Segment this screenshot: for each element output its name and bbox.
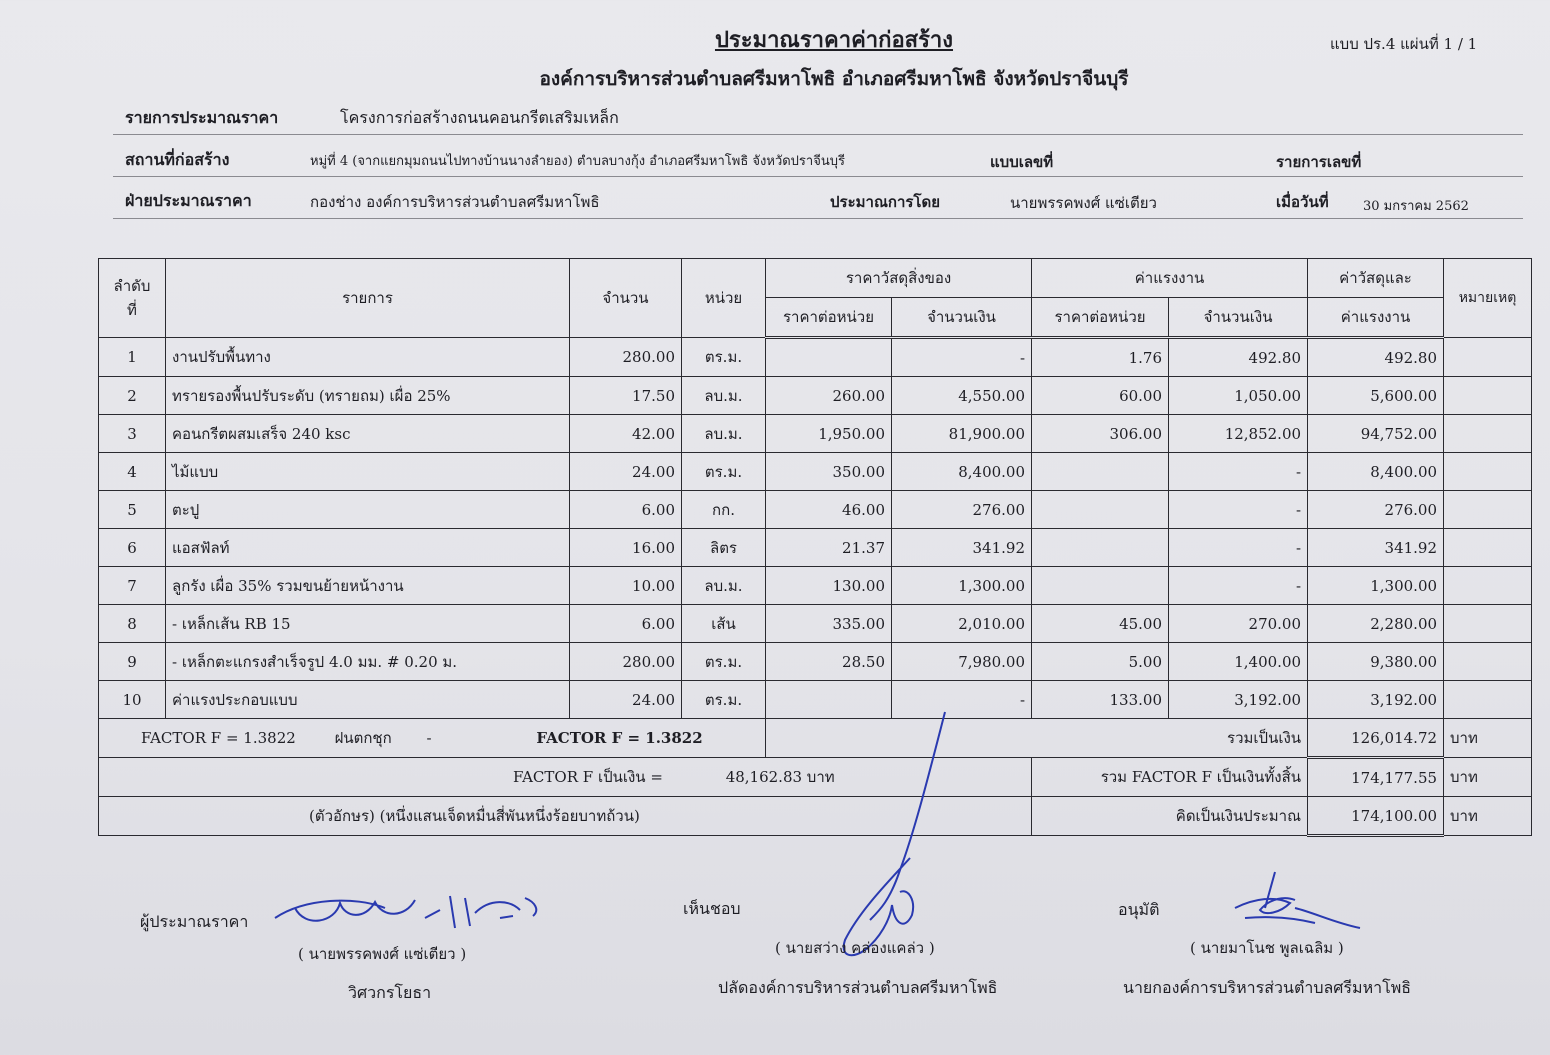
row-total: 2,280.00 [1308, 605, 1444, 643]
date-label: เมื่อวันที่ [1276, 193, 1329, 211]
table-row [99, 453, 1532, 491]
date-value: 30 มกราคม 2562 [1363, 199, 1469, 214]
col-lab-unit-price: ราคาต่อหน่วย [1032, 298, 1169, 338]
factor-left: FACTOR F = 1.3822 ฝนตกชุก - FACTOR F = 1.3822 [99, 719, 766, 758]
row-unit: ตร.ม. [682, 453, 766, 491]
estimator-name: ( นายพรรคพงศ์ แซ่เตียว ) [298, 945, 467, 963]
row-labor-amount: - [1169, 529, 1308, 567]
summary-row-approx [99, 797, 1532, 836]
row-number: 2 [99, 377, 166, 415]
row-labor-amount: 1,400.00 [1169, 643, 1308, 681]
row-material-unit-price: 335.00 [766, 605, 892, 643]
row-material-amount: - [892, 681, 1032, 719]
row-labor-unit-price [1032, 491, 1169, 529]
col-qty: จำนวน [570, 259, 682, 338]
col-labor: ค่าแรงงาน [1032, 259, 1308, 298]
agree-position: ปลัดองค์การบริหารส่วนตำบลศรีมหาโพธิ [718, 978, 998, 997]
col-unit: หน่วย [682, 259, 766, 338]
row-labor-amount: - [1169, 567, 1308, 605]
row-material-amount: - [892, 338, 1032, 377]
approve-name: ( นายมาโนช พูลเฉลิม ) [1190, 939, 1344, 957]
estimator-label: ประมาณการโดย [830, 193, 941, 211]
row-labor-amount: 12,852.00 [1169, 415, 1308, 453]
table-row [99, 567, 1532, 605]
subtotal-value: 126,014.72 [1308, 719, 1444, 758]
row-labor-amount: - [1169, 491, 1308, 529]
row-unit: ตร.ม. [682, 681, 766, 719]
table-row [99, 643, 1532, 681]
approx-value: 174,100.00 [1308, 797, 1444, 836]
dept-value: กองช่าง องค์การบริหารส่วนตำบลศรีมหาโพธิ [310, 193, 600, 211]
table-row [99, 377, 1532, 415]
summary-row-factor-money [99, 758, 1532, 797]
row-total: 8,400.00 [1308, 453, 1444, 491]
row-number: 7 [99, 567, 166, 605]
row-material-unit-price: 21.37 [766, 529, 892, 567]
col-mat-unit-price: ราคาต่อหน่วย [766, 298, 892, 338]
estimator-value: นายพรรคพงศ์ แซ่เตียว [1010, 194, 1157, 212]
row-item: ลูกรัง เผื่อ 35% รวมขนย้ายหน้างาน [166, 567, 570, 605]
row-number: 8 [99, 605, 166, 643]
table-row [99, 415, 1532, 453]
amount-in-words: (ตัวอักษร) (หนึ่งแสนเจ็ดหมื่นสี่พันหนึ่งร้อยบาทถ้วน) [99, 797, 1032, 836]
table-row [99, 529, 1532, 567]
row-material-unit-price: 350.00 [766, 453, 892, 491]
row-total: 492.80 [1308, 338, 1444, 377]
estimate-table [98, 258, 1532, 837]
row-remark [1444, 377, 1532, 415]
organization-line: องค์การบริหารส่วนตำบลศรีมหาโพธิ อำเภอศรีมหาโพธิ จังหวัดปราจีนบุรี [539, 68, 1129, 90]
col-remark: หมายเหตุ [1444, 259, 1532, 338]
row-labor-unit-price [1032, 567, 1169, 605]
row-remark [1444, 491, 1532, 529]
row-qty: 280.00 [570, 643, 682, 681]
row-labor-amount: 492.80 [1169, 338, 1308, 377]
row-number: 6 [99, 529, 166, 567]
col-material: ราคาวัสดุสิ่งของ [766, 259, 1032, 298]
row-number: 4 [99, 453, 166, 491]
row-unit: กก. [682, 491, 766, 529]
row-qty: 6.00 [570, 605, 682, 643]
col-total: ค่าวัสดุและ [1308, 259, 1444, 298]
row-total: 1,300.00 [1308, 567, 1444, 605]
row-labor-amount: - [1169, 453, 1308, 491]
row-material-unit-price: 46.00 [766, 491, 892, 529]
row-material-unit-price: 1,950.00 [766, 415, 892, 453]
approve-position: นายกองค์การบริหารส่วนตำบลศรีมหาโพธิ [1123, 978, 1412, 997]
list-no-label: รายการเลขที่ [1276, 153, 1362, 171]
row-material-amount: 276.00 [892, 491, 1032, 529]
row-remark [1444, 453, 1532, 491]
row-material-amount: 1,300.00 [892, 567, 1032, 605]
row-qty: 42.00 [570, 415, 682, 453]
row-number: 10 [99, 681, 166, 719]
estimator-sign-label: ผู้ประมาณราคา [140, 912, 249, 931]
row-item: แอสฟัลท์ [166, 529, 570, 567]
row-qty: 10.00 [570, 567, 682, 605]
summary-row-factor [99, 719, 1532, 758]
row-number: 9 [99, 643, 166, 681]
table-row [99, 338, 1532, 377]
row-labor-unit-price: 5.00 [1032, 643, 1169, 681]
approve-sign-label: อนุมัติ [1118, 900, 1160, 919]
grand-value: 174,177.55 [1308, 758, 1444, 797]
dept-label: ฝ่ายประมาณราคา [125, 191, 252, 210]
row-labor-unit-price: 133.00 [1032, 681, 1169, 719]
row-labor-amount: 1,050.00 [1169, 377, 1308, 415]
site-value: หมู่ที่ 4 (จากแยกมุมถนนไปทางบ้านนางลำยอง) ตำบลบางกุ้ง อำเภอศรีมหาโพธิ จังหวัดปราจีนบุรี [310, 154, 845, 169]
row-item: คอนกรีตผสมเสร็จ 240 ksc [166, 415, 570, 453]
col-lab-amount: จำนวนเงิน [1169, 298, 1308, 338]
row-qty: 24.00 [570, 681, 682, 719]
row-material-amount: 7,980.00 [892, 643, 1032, 681]
row-material-amount: 4,550.00 [892, 377, 1032, 415]
plan-no-label: แบบเลขที่ [990, 153, 1054, 171]
row-total: 276.00 [1308, 491, 1444, 529]
row-remark [1444, 415, 1532, 453]
approx-label: คิดเป็นเงินประมาณ [1032, 797, 1308, 836]
row-unit: ลิตร [682, 529, 766, 567]
row-item: - เหล็กเส้น RB 15 [166, 605, 570, 643]
row-item: ไม้แบบ [166, 453, 570, 491]
row-remark [1444, 605, 1532, 643]
row-labor-unit-price: 1.76 [1032, 338, 1169, 377]
row-qty: 280.00 [570, 338, 682, 377]
row-material-unit-price [766, 338, 892, 377]
row-item: ค่าแรงประกอบแบบ [166, 681, 570, 719]
row-number: 3 [99, 415, 166, 453]
row-qty: 6.00 [570, 491, 682, 529]
row-unit: ลบ.ม. [682, 377, 766, 415]
row-item: งานปรับพื้นทาง [166, 338, 570, 377]
row-material-amount: 8,400.00 [892, 453, 1032, 491]
row-total: 9,380.00 [1308, 643, 1444, 681]
factor-money: FACTOR F เป็นเงิน = 48,162.83 บาท [99, 758, 1032, 797]
divider [113, 176, 1523, 177]
row-qty: 24.00 [570, 453, 682, 491]
divider [113, 218, 1523, 219]
row-unit: เส้น [682, 605, 766, 643]
row-qty: 17.50 [570, 377, 682, 415]
row-material-amount: 341.92 [892, 529, 1032, 567]
row-number: 1 [99, 338, 166, 377]
row-material-unit-price: 28.50 [766, 643, 892, 681]
currency: บาท [1444, 758, 1532, 797]
row-total: 341.92 [1308, 529, 1444, 567]
row-labor-amount: 3,192.00 [1169, 681, 1308, 719]
estimator-position: วิศวกรโยธา [348, 983, 432, 1002]
table-row [99, 681, 1532, 719]
row-material-unit-price: 260.00 [766, 377, 892, 415]
row-total: 94,752.00 [1308, 415, 1444, 453]
row-remark [1444, 643, 1532, 681]
row-labor-unit-price: 60.00 [1032, 377, 1169, 415]
item-value: โครงการก่อสร้างถนนคอนกรีตเสริมเหล็ก [340, 108, 619, 127]
row-remark [1444, 338, 1532, 377]
agree-sign-label: เห็นชอบ [683, 899, 741, 918]
row-total: 3,192.00 [1308, 681, 1444, 719]
row-number: 5 [99, 491, 166, 529]
col-mat-amount: จำนวนเงิน [892, 298, 1032, 338]
row-unit: ลบ.ม. [682, 567, 766, 605]
row-unit: ตร.ม. [682, 643, 766, 681]
col-total-2: ค่าแรงงาน [1308, 298, 1444, 338]
col-item: รายการ [166, 259, 570, 338]
row-labor-unit-price [1032, 453, 1169, 491]
row-material-amount: 2,010.00 [892, 605, 1032, 643]
form-number: แบบ ปร.4 แผ่นที่ 1 / 1 [1330, 35, 1478, 53]
row-item: ตะปู [166, 491, 570, 529]
item-label: รายการประมาณราคา [125, 108, 279, 127]
row-unit: ตร.ม. [682, 338, 766, 377]
subtotal-label: รวมเป็นเงิน [766, 719, 1308, 758]
row-remark [1444, 567, 1532, 605]
table-row [99, 605, 1532, 643]
row-qty: 16.00 [570, 529, 682, 567]
site-label: สถานที่ก่อสร้าง [125, 150, 230, 169]
row-labor-unit-price: 306.00 [1032, 415, 1169, 453]
table-row [99, 491, 1532, 529]
currency: บาท [1444, 797, 1532, 836]
row-labor-amount: 270.00 [1169, 605, 1308, 643]
row-remark [1444, 681, 1532, 719]
table-body [99, 338, 1532, 719]
document-title: ประมาณราคาค่าก่อสร้าง [714, 27, 954, 53]
row-item: - เหล็กตะแกรงสำเร็จรูป 4.0 มม. # 0.20 ม. [166, 643, 570, 681]
divider [113, 134, 1523, 135]
currency: บาท [1444, 719, 1532, 758]
row-remark [1444, 529, 1532, 567]
row-total: 5,600.00 [1308, 377, 1444, 415]
row-material-amount: 81,900.00 [892, 415, 1032, 453]
grand-label: รวม FACTOR F เป็นเงินทั้งสิ้น [1032, 758, 1308, 797]
row-item: ทรายรองพื้นปรับระดับ (ทรายถม) เผื่อ 25% [166, 377, 570, 415]
row-unit: ลบ.ม. [682, 415, 766, 453]
col-order: ลำดับ ที่ [99, 259, 166, 338]
row-labor-unit-price [1032, 529, 1169, 567]
row-labor-unit-price: 45.00 [1032, 605, 1169, 643]
row-material-unit-price: 130.00 [766, 567, 892, 605]
estimator-signature-image [265, 888, 550, 938]
agree-name: ( นายสว่าง คล่องแคล่ว ) [775, 939, 935, 957]
